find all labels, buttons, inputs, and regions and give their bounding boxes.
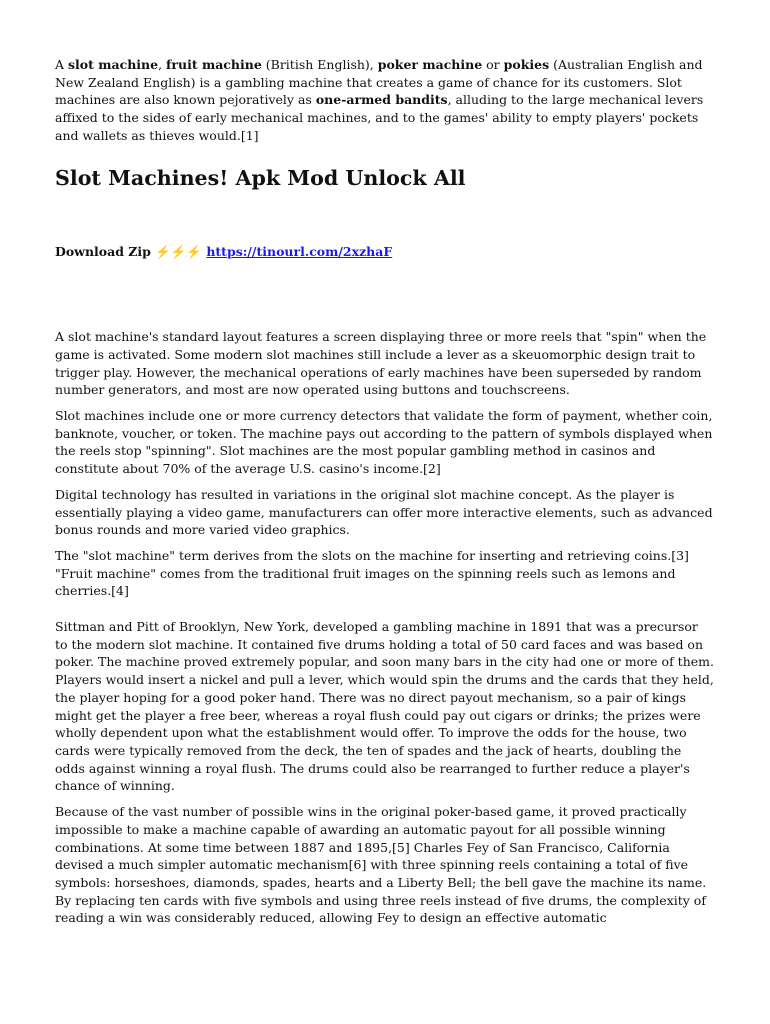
- body-paragraph: Slot machines include one or more currency detectors that validate the form of payment, whether coin, banknote, voucher, or token. The machine pays out according to the pattern of symbols displayed when the reels stop "spinning". Slot machines are the most popular gambling method in casinos and constitute about 70% of the average U.S. casino's income.[2]: [55, 408, 713, 477]
- body-paragraph: Because of the vast number of possible wins in the original poker-based game, it proved practically impossible to make a machine capable of awarding an automatic payout for all possible winning combinations. At some time between 1887 and 1895,[5] Charles Fey of San Francisco, California devised a much simpler automatic mechanism[6] with three spinning reels containing a total of five symbols: horseshoes, diamonds, spades, hearts and a Liberty Bell; the bell gave the machine its name. By replacing ten cards with five symbols and using three reels instead of five drums, the complexity of reading a win was considerably reduced, allowing Fey to design an effective automatic: [55, 804, 707, 926]
- term-poker-machine: poker machine: [377, 57, 483, 72]
- term-pokies: pokies: [503, 57, 550, 72]
- body-paragraph: Sittman and Pitt of Brooklyn, New York, developed a gambling machine in 1891 that was a precursor to the modern slot machine. It contained five drums holding a total of 50 card faces and was based on poker. The machine proved extremely popular, and soon many bars in the city had one or more of them. Players would insert a nickel and pull a lever, which would spin the drums and the cards that they held, the player hoping for a good poker hand. There was no direct payout mechanism, so a pair of kings might get the player a free beer, whereas a royal flush could pay out cigars or drinks; the prizes were wholly dependent upon what the establishment would offer. To improve the odds for the house, two cards were typically removed from the deck, the ten of spades and the jack of hearts, doubling the odds against winning a royal flush. The drums could also be rearranged to further reduce a player's chance of winning.: [55, 619, 714, 794]
- intro-paragraph: [55, 56, 714, 145]
- download-label: Download Zip ⚡⚡⚡: [55, 243, 207, 259]
- body-paragraph: A slot machine's standard layout features a screen displaying three or more reels that "spin" when the game is activated. Some modern slot machines still include a lever as a skeuomorphic design trait to trigger play. However, the mechanical operations of early machines have been superseded by random number generators, and most are now operated using buttons and touchscreens.: [55, 329, 707, 398]
- intro-text: (British English),: [261, 57, 378, 72]
- intro-text: or: [482, 57, 504, 72]
- intro-text: , alluding to the large mechanical levers affixed to the sides of early mechanical machines, and to the games' ability to empty players' pockets and wallets as thieves would.[1]: [55, 92, 704, 143]
- body-paragraph: The "slot machine" term derives from the slots on the machine for inserting and retrieving coins.[3] "Fruit machine" comes from the traditional fruit images on the spinning reels such as lemons and cherries.[4]: [55, 547, 689, 599]
- download-link[interactable]: https://tinourl.com/2xzhaF: [206, 243, 393, 259]
- intro-text: ,: [158, 57, 167, 72]
- download-line: [55, 243, 714, 261]
- term-slot-machine: slot machine: [68, 57, 159, 72]
- page-title: Slot Machines! Apk Mod Unlock All: [55, 165, 466, 190]
- term-fruit-machine: fruit machine: [166, 57, 262, 72]
- intro-text: A: [55, 57, 69, 72]
- body-paragraph: Digital technology has resulted in variations in the original slot machine concept. As the player is essentially playing a video game, manufacturers can offer more interactive elements, such as advanced bonus rounds and more varied video graphics.: [55, 486, 713, 538]
- term-one-armed-bandits: one-armed bandits: [315, 92, 448, 108]
- intro-text: (Australian English and New Zealand English) is a gambling machine that creates a game of chance for its customers. Slot machines are also known pejoratively as: [55, 57, 703, 108]
